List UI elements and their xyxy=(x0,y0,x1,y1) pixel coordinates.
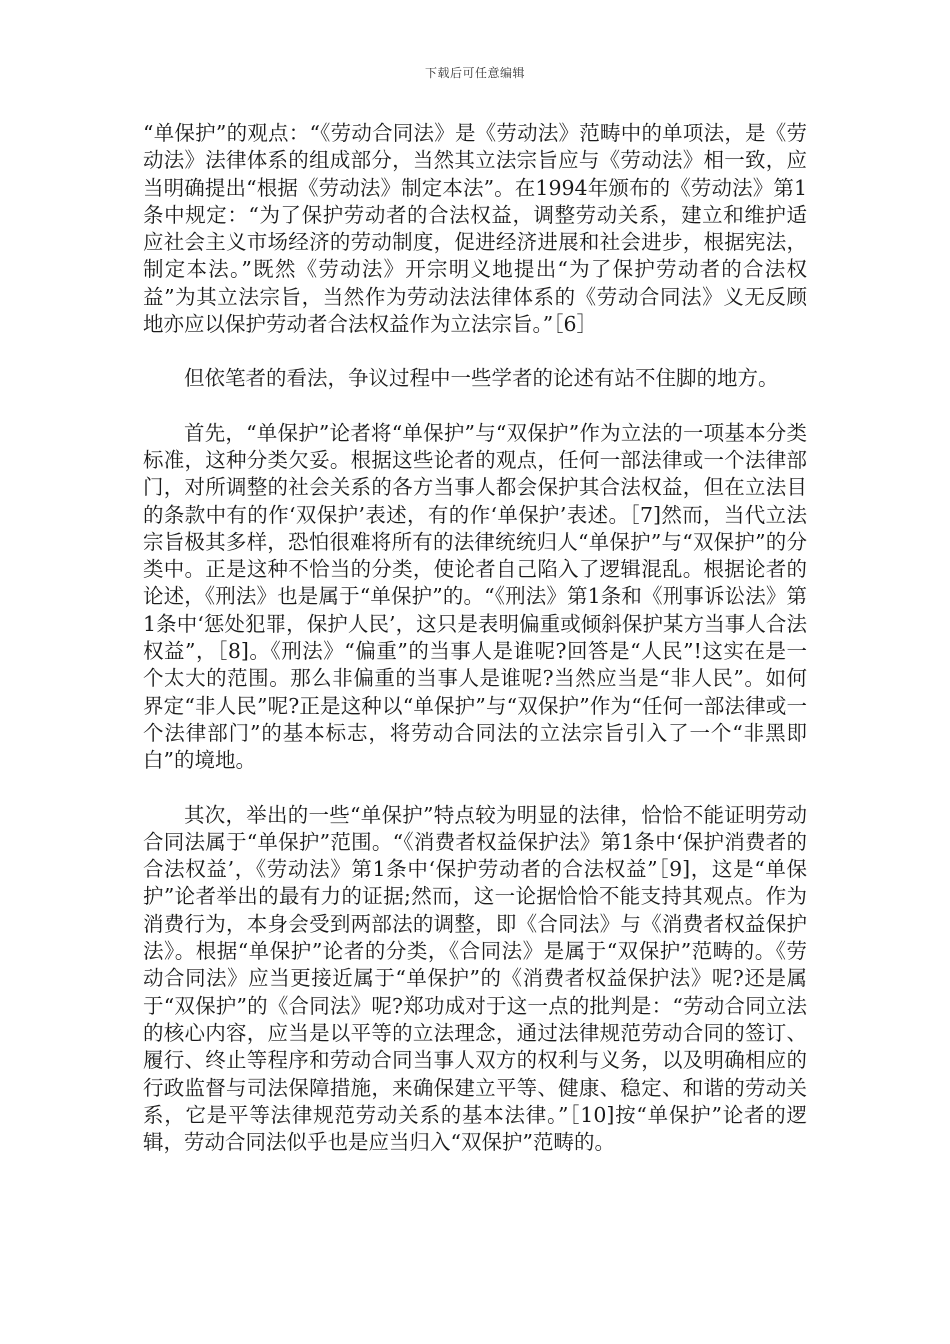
page-header: 下载后可任意编辑 xyxy=(424,66,525,80)
paragraph-4: 其次，举出的一些“单保护”特点较为明显的法律，恰恰不能证明劳动合同法属于“单保护”范围。“《消费者权益保护法》第1条中‘保护消费者的合法权益’，《劳动法》第1条中‘保护劳动者的合法权益”［9]，这是“单保护”论者举出的最有力的证据;然而，这一论据恰恰不能支持其观点。作为消费行为，本身会受到两部法的调整，即《合同法》与《消费者权益保护法》。根据“单保护”论者的分类，《合同法》是属于“双保护”范畴的。《劳动合同法》应当更接近属于“单保护”的《消费者权益保护法》呢?还是属于“双保护”的《合同法》呢?郑功成对于这一点的批判是：“劳动合同立法的核心内容，应当是以平等的立法理念，通过法律规范劳动合同的签订、履行、终止等程序和劳动合同当事人双方的权利与义务，以及明确相应的行政监督与司法保障措施，来确保建立平等、健康、稳定、和谐的劳动关系，它是平等法律规范劳动关系的基本法律。”［10]按“单保护”论者的逻辑，劳动合同法似乎也是应当归入“双保护”范畴的。 xyxy=(143,802,807,1155)
paragraph-1: “单保护”的观点：“《劳动合同法》是《劳动法》范畴中的单项法，是《劳动法》法律体系的组成部分，当然其立法宗旨应与《劳动法》相一致，应当明确提出“根据《劳动法》制定本法”。在1994年颁布的《劳动法》第1条中规定：“为了保护劳动者的合法权益，调整劳动关系，建立和维护适应社会主义市场经济的劳动制度，促进经济进展和社会进步，根据宪法，制定本法。”既然《劳动法》开宗明义地提出“为了保护劳动者的合法权益”为其立法宗旨，当然作为劳动法法律体系的《劳动合同法》义无反顾地亦应以保护劳动者合法权益作为立法宗旨。”［6］ xyxy=(143,121,807,337)
paragraph-3: 首先，“单保护”论者将“单保护”与“双保护”作为立法的一项基本分类标准，这种分类欠妥。根据这些论者的观点，任何一部法律或一个法律部门，对所调整的社会关系的各方当事人都会保护其合法权益，但在立法目的条款中有的作‘双保护’表述，有的作‘单保护’表述。［7]然而，当代立法宗旨极其多样，恐怕很难将所有的法律统统归人“单保护”与“双保护”的分类中。正是这种不恰当的分类，使论者自己陷入了逻辑混乱。根据论者的论述，《刑法》也是属于“单保护”的。“《刑法》第1条和《刑事诉讼法》第1条中‘惩处犯罪，保护人民’，这只是表明偏重或倾斜保护某方当事人合法权益”，［8]。《刑法》“偏重”的当事人是谁呢?回答是“人民”!这实在是一个太大的范围。那么非偏重的当事人是谁呢?当然应当是“非人民”。如何界定“非人民”呢?正是这种以“单保护”与“双保护”作为“任何一部法律或一个法律部门”的基本标志，将劳动合同法的立法宗旨引入了一个“非黑即白”的境地。 xyxy=(143,420,807,773)
document-body xyxy=(143,120,807,1156)
paragraph-gap xyxy=(143,393,807,420)
paragraph-gap xyxy=(143,775,807,802)
paragraph-2: 但依笔者的看法，争议过程中一些学者的论述有站不住脚的地方。 xyxy=(184,366,779,391)
paragraph-gap xyxy=(143,338,807,365)
